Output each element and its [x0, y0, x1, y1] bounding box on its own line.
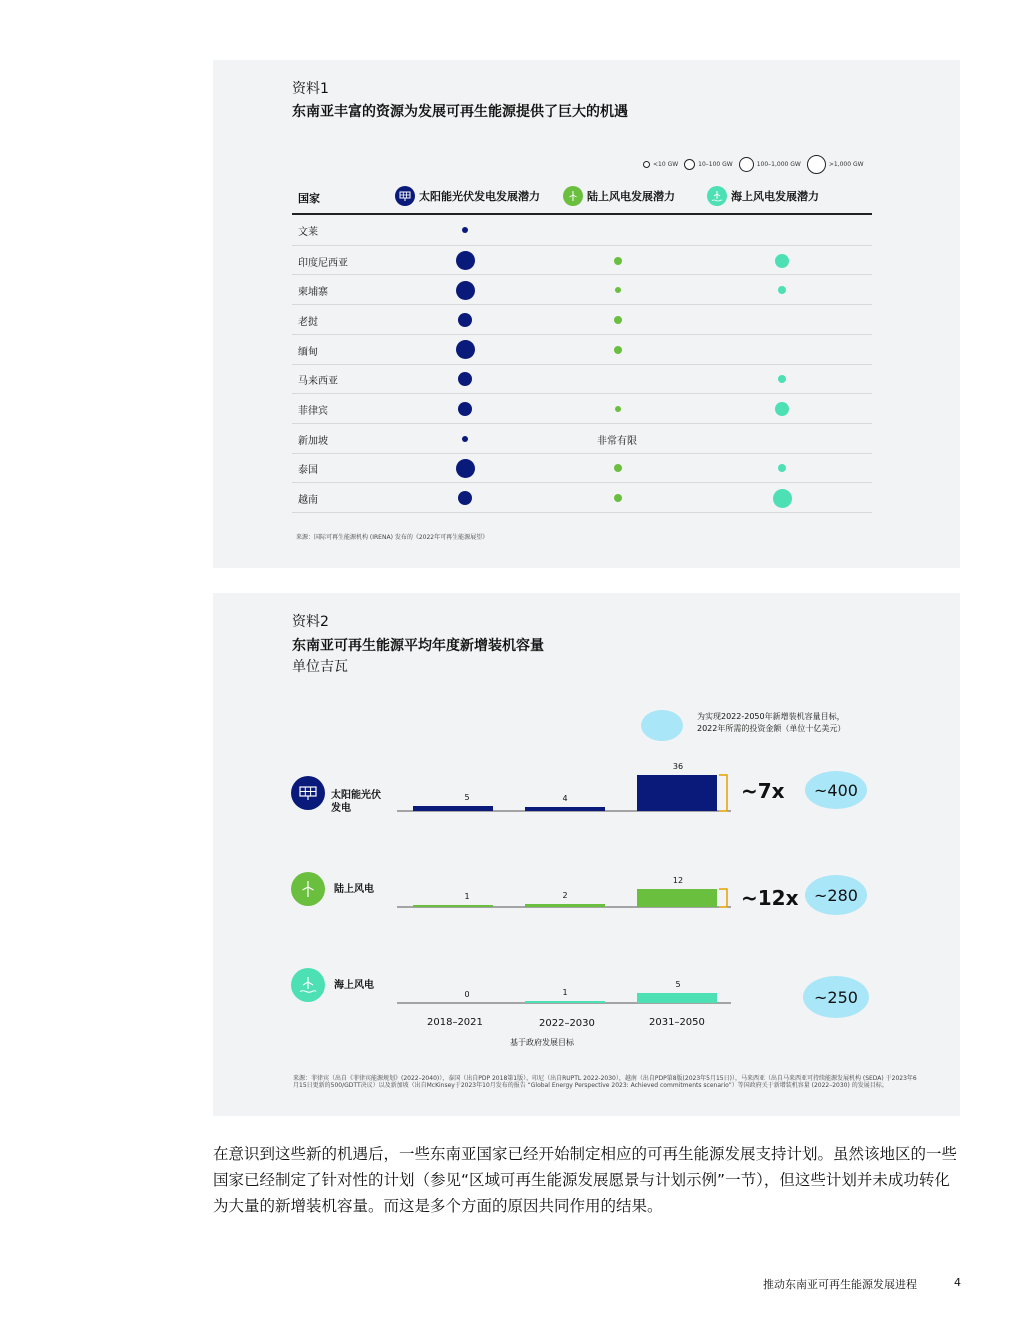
- data-label: 1: [562, 988, 568, 997]
- country-name: 泰国: [298, 465, 318, 477]
- country-name: 马来西亚: [298, 376, 338, 388]
- offshore-investment-bubble: ~250: [803, 976, 869, 1018]
- table-row: [292, 334, 872, 364]
- exhibit-2-title: 东南亚可再生能源平均年度新增装机容量: [292, 638, 544, 654]
- table-row: [292, 482, 872, 512]
- growth-bracket: [719, 889, 727, 907]
- table-row: [292, 423, 872, 453]
- offshore-potential-dot: [778, 286, 786, 294]
- onshore-potential-dot: [614, 346, 622, 354]
- onshore-potential-dot: [614, 494, 622, 502]
- investment-legend-line-1: 为实现2022-2050年新增装机容量目标，: [697, 712, 845, 721]
- bar: [637, 993, 717, 1003]
- series-name: 太阳能光伏发电: [331, 790, 381, 814]
- table-bottom-rule: [292, 512, 872, 513]
- country-name: 老挝: [298, 316, 318, 328]
- table-row: [292, 304, 872, 334]
- country-name: 文莱: [298, 226, 318, 238]
- data-label: 5: [675, 980, 681, 989]
- page-number: 4: [954, 1276, 961, 1289]
- legend-label: >1,000 GW: [828, 161, 864, 168]
- exhibit-1-panel: [213, 60, 960, 568]
- country-name: 新加坡: [298, 435, 328, 447]
- country-name: 菲律宾: [298, 406, 328, 418]
- solar-potential-dot: [458, 402, 472, 416]
- exhibit-2-label: 资料2: [292, 614, 329, 630]
- x-tick-label: 2022–2030: [539, 1018, 595, 1029]
- data-label: 4: [562, 794, 568, 803]
- bar: [525, 904, 605, 907]
- bar: [637, 775, 717, 811]
- country-name: 越南: [298, 495, 318, 507]
- offshore-potential-dot: [775, 402, 789, 416]
- solar-panel-icon: [395, 186, 415, 206]
- onshore-potential-dot: [614, 316, 622, 324]
- header-onshore-label: 陆上风电发展潜力: [587, 190, 675, 203]
- onshore-investment-bubble: ~280: [805, 875, 867, 915]
- header-country: 国家: [298, 192, 320, 205]
- size-legend: [643, 155, 864, 174]
- investment-legend-line-2: 2022年所需的投资金额（单位十亿美元）: [697, 724, 846, 733]
- table-row: [292, 453, 872, 483]
- legend-circle-l: [807, 155, 826, 174]
- header-solar: [395, 186, 540, 206]
- onshore-potential-dot: [615, 406, 621, 412]
- offshore-potential-dot: [778, 375, 786, 383]
- x-tick-label: 2018–2021: [427, 1017, 483, 1028]
- table-row: [292, 215, 872, 245]
- onshore-potential-dot: [614, 464, 622, 472]
- category-offshore-label: 海上风电: [334, 980, 374, 991]
- bar: [413, 905, 493, 907]
- bar: [637, 889, 717, 907]
- solar-potential-dot: [456, 340, 475, 359]
- data-label: 5: [464, 793, 470, 802]
- solar-potential-dot: [458, 491, 472, 505]
- growth-bracket: [719, 775, 727, 811]
- table-row: [292, 274, 872, 304]
- legend-circle-s: [684, 159, 695, 170]
- solar-potential-dot: [456, 281, 475, 300]
- offshore-potential-dot: [778, 464, 786, 472]
- legend-label: 100–1,000 GW: [756, 161, 801, 168]
- data-label: 1: [464, 892, 470, 901]
- solar-potential-dot: [456, 251, 475, 270]
- solar-potential-dot: [462, 436, 468, 442]
- legend-label: 10–100 GW: [698, 161, 733, 168]
- data-label: 12: [672, 876, 684, 885]
- solar-potential-dot: [456, 459, 475, 478]
- solar-multiplier: ~7x: [741, 779, 785, 803]
- table-row: [292, 245, 872, 275]
- legend-circle-xs: [643, 161, 650, 168]
- country-name: 缅甸: [298, 346, 318, 358]
- footer-title: 推动东南亚可再生能源发展进程: [763, 1278, 917, 1291]
- data-label: 2: [562, 891, 568, 900]
- exhibit-2-panel: [213, 593, 960, 1116]
- offshore-potential-dot: [773, 489, 792, 508]
- header-offshore-label: 海上风电发展潜力: [731, 190, 819, 203]
- onshore-potential-dot: [615, 287, 621, 293]
- bar: [413, 806, 493, 811]
- exhibit-2-source-line-1: 来源：菲律宾（出自《菲律宾能源规划》(2022–2040)），泰国（出自PDP 2018第1版），印尼（出自RUPTL 2022-2030），越南（出自PDP第8版(2023年5月15日)），马来西亚（出自马来西亚可持续能源发展机构 (SEDA) 于2023年6: [293, 1075, 917, 1082]
- legend-label: <10 GW: [653, 161, 679, 168]
- data-label: 0: [464, 990, 470, 999]
- country-name: 印度尼西亚: [298, 257, 348, 269]
- country-name: 柬埔寨: [298, 287, 328, 299]
- wind-turbine-icon: [563, 186, 583, 206]
- legend-circle-m: [739, 157, 754, 172]
- offshore-wind-icon: [707, 186, 727, 206]
- bar: [525, 1001, 605, 1003]
- bar-chart: [213, 593, 960, 1116]
- exhibit-2-source-line-2: 月15日更新的500/GDTT决议）以及新加坡（出自McKinsey于2023年10月发布的报告 “Global Energy Perspective 2023: Achieved commitments scenario”）等国政府关于新增装机容量 (2022–2030) 的发展目标。: [293, 1082, 888, 1089]
- onshore-multiplier: ~12x: [741, 886, 799, 910]
- exhibit-1-title: 东南亚丰富的资源为发展可再生能源提供了巨大的机遇: [292, 104, 628, 120]
- table-row: [292, 364, 872, 394]
- data-label: 36: [672, 762, 684, 771]
- onshore-note: 非常有限: [597, 435, 637, 447]
- body-paragraph: 在意识到这些新的机遇后，一些东南亚国家已经开始制定相应的可再生能源发展支持计划。虽然该地区的一些国家已经制定了针对性的计划（参见“区域可再生能源发展愿景与计划示例”一节），但这些计划并未成功转化为大量的新增装机容量。而这是多个方面的原因共同作用的结果。: [213, 1145, 958, 1215]
- onshore-potential-dot: [614, 257, 622, 265]
- solar-investment-bubble: ~400: [805, 771, 867, 809]
- x-footnote: 基于政府发展目标: [510, 1038, 574, 1047]
- solar-potential-dot: [458, 372, 472, 386]
- header-solar-label: 太阳能光伏发电发展潜力: [419, 190, 540, 203]
- bar: [525, 807, 605, 811]
- offshore-potential-dot: [775, 254, 789, 268]
- header-offshore: [707, 186, 819, 206]
- solar-potential-dot: [462, 227, 468, 233]
- solar-potential-dot: [458, 313, 472, 327]
- exhibit-1-label: 资料1: [292, 81, 329, 97]
- category-onshore-label: 陆上风电: [334, 884, 374, 895]
- exhibit-2-subtitle: 单位吉瓦: [292, 659, 348, 675]
- exhibit-1-source: 来源：国际可再生能源机构 (IRENA) 发布的《2022年可再生能源展望》: [296, 534, 489, 541]
- table-row: [292, 393, 872, 423]
- x-tick-label: 2031–2050: [649, 1017, 705, 1028]
- header-onshore: [563, 186, 675, 206]
